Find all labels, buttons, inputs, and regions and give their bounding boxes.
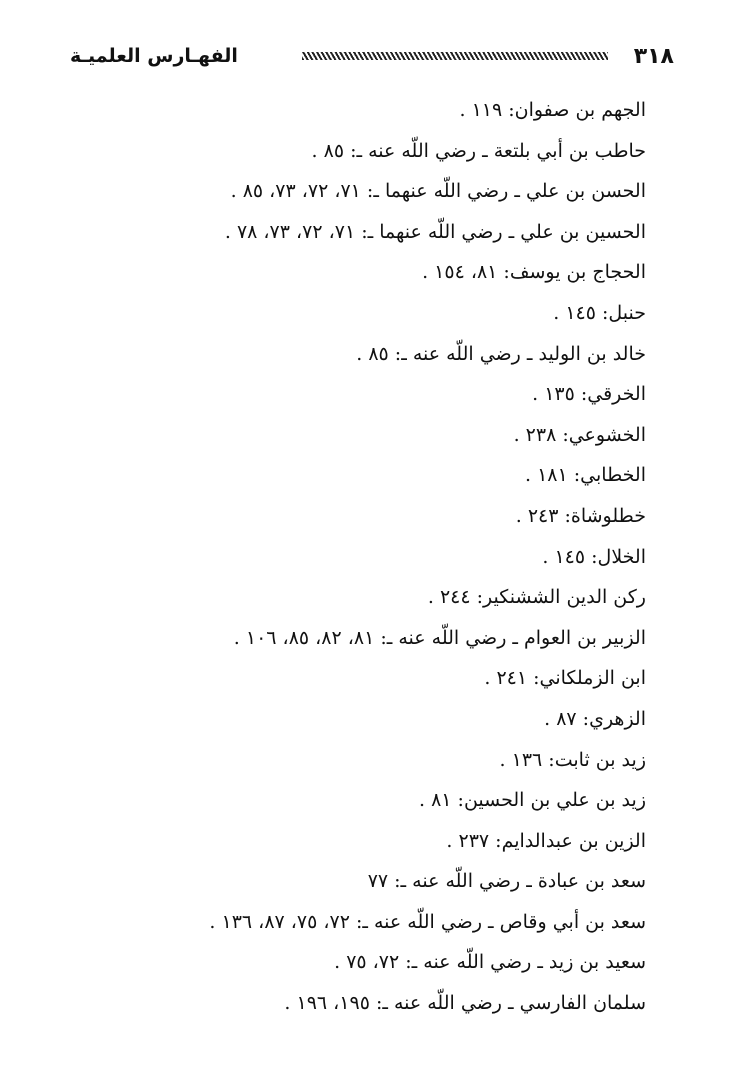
header-rule xyxy=(302,52,608,60)
index-entry: الحسن بن علي ـ رضي اللّه عنهما ـ: ٧١، ٧٢، ٧٣، ٨٥ . xyxy=(230,180,646,203)
index-entry: زيد بن ثابت: ١٣٦ . xyxy=(499,748,646,771)
index-entry: حاطب بن أبي بلتعة ـ رضي اللّه عنه ـ: ٨٥ . xyxy=(311,139,646,162)
page-header xyxy=(70,36,674,76)
index-entry: الزهري: ٨٧ . xyxy=(544,707,646,730)
running-title: الفهـارس العلميـة xyxy=(70,45,238,67)
index-entry: الخطابي: ١٨١ . xyxy=(525,464,646,487)
index-entry: سعد بن أبي وقاص ـ رضي اللّه عنه ـ: ٧٢، ٧٥، ٨٧، ١٣٦ . xyxy=(209,910,646,933)
index-entry: الزين بن عبدالدايم: ٢٣٧ . xyxy=(446,829,646,852)
index-entry: سعيد بن زيد ـ رضي اللّه عنه ـ: ٧٢، ٧٥ . xyxy=(334,951,646,974)
index-entry: سعد بن عبادة ـ رضي اللّه عنه ـ: ٧٧ xyxy=(367,870,646,893)
index-entry: الحجاج بن يوسف: ٨١، ١٥٤ . xyxy=(422,261,646,284)
index-entry: حنبل: ١٤٥ . xyxy=(553,301,646,324)
index-entry: الحسين بن علي ـ رضي اللّه عنهما ـ: ٧١، ٧٢، ٧٣، ٧٨ . xyxy=(224,220,646,243)
index-entry: خالد بن الوليد ـ رضي اللّه عنه ـ: ٨٥ . xyxy=(356,342,646,365)
index-entry: ركن الدين الششنكير: ٢٤٤ . xyxy=(427,586,646,609)
index-entry: الزبير بن العوام ـ رضي اللّه عنه ـ: ٨١، ٨٢، ٨٥، ١٠٦ . xyxy=(233,626,646,649)
page-number: ٣١٨ xyxy=(633,43,674,69)
index-entry: الخشوعي: ٢٣٨ . xyxy=(513,423,646,446)
index-entry: ابن الزملكاني: ٢٤١ . xyxy=(484,667,646,690)
index-entry: زيد بن علي بن الحسين: ٨١ . xyxy=(419,789,646,812)
names-index-list xyxy=(126,90,646,1024)
index-entry: سلمان الفارسي ـ رضي اللّه عنه ـ: ١٩٥، ١٩٦ . xyxy=(284,992,646,1015)
index-entry: خطلوشاة: ٢٤٣ . xyxy=(515,504,646,527)
index-entry: الجهم بن صفوان: ١١٩ . xyxy=(459,99,646,121)
index-entry: الخرقي: ١٣٥ . xyxy=(532,383,646,406)
index-entry: الخلال: ١٤٥ . xyxy=(542,545,646,568)
